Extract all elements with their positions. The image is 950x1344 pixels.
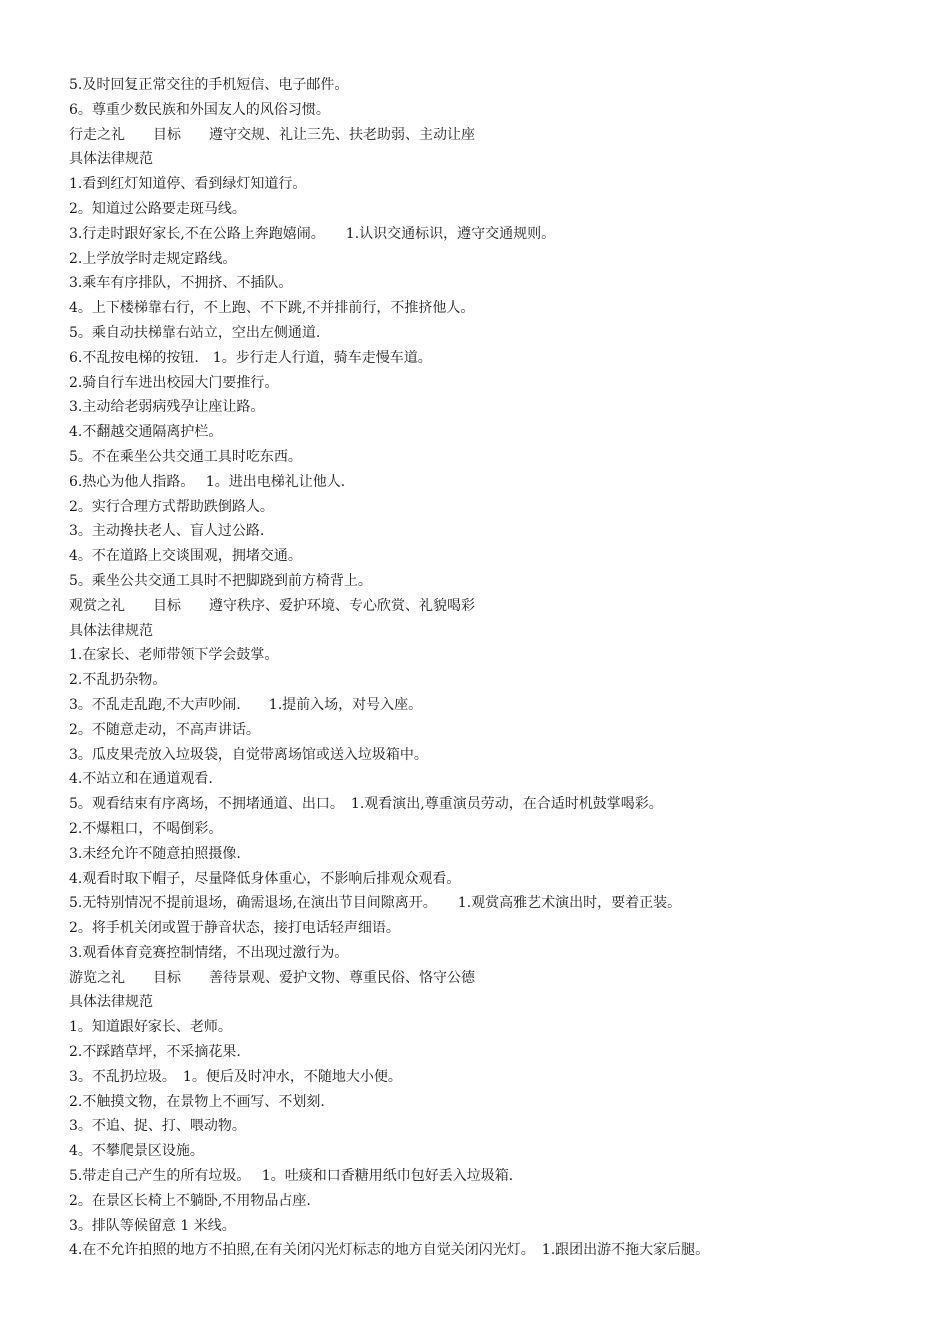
text-line: 2.不乱扔杂物。 xyxy=(69,672,167,689)
text-line: 4。不在道路上交谈围观，拥堵交通。 xyxy=(69,548,302,565)
text-line: 3。主动搀扶老人、盲人过公路. xyxy=(69,523,265,540)
text-line: 具体法律规范 xyxy=(69,151,153,168)
text-line: 2.骑自行车进出校园大门要推行。 xyxy=(69,374,279,391)
text-line: 5。不在乘坐公共交通工具时吃东西。 xyxy=(69,448,302,465)
text-line: 3.乘车有序排队，不拥挤、不插队。 xyxy=(69,275,293,292)
text-line: 4.不站立和在通道观看. xyxy=(69,771,213,788)
text-line: 4.观看时取下帽子，尽量降低身体重心，不影响后排观众观看。 xyxy=(69,870,461,887)
text-line: 3.主动给老弱病残孕让座让路。 xyxy=(69,399,265,416)
text-line: 6.不乱按电梯的按钮. 1。步行走人行道，骑车走慢车道。 xyxy=(69,349,432,366)
text-line: 6。尊重少数民族和外国友人的风俗习惯。 xyxy=(69,101,330,118)
text-line: 2。知道过公路要走斑马线。 xyxy=(69,200,246,217)
text-line: 5.带走自己产生的所有垃圾。 1。吐痰和口香糖用纸巾包好丢入垃圾箱. xyxy=(69,1168,514,1185)
text-line: 6.热心为他人指路。 1。进出电梯礼让他人. xyxy=(69,473,346,490)
text-line: 观赏之礼 目标 遵守秩序、爱护环境、专心欣赏、礼貌喝彩 xyxy=(69,597,475,614)
text-line: 3.未经允许不随意拍照摄像. xyxy=(69,845,241,862)
text-line: 3。瓜皮果壳放入垃圾袋，自觉带离场馆或送入垃圾箱中。 xyxy=(69,746,428,763)
text-line: 具体法律规范 xyxy=(69,622,153,639)
text-line: 3。不追、捉、打、喂动物。 xyxy=(69,1118,246,1135)
text-line: 2。将手机关闭或置于静音状态，接打电话轻声细语。 xyxy=(69,920,400,937)
text-line: 4。上下楼梯靠右行，不上跑、不下跳,不并排前行，不推挤他人。 xyxy=(69,300,475,317)
text-line: 3.行走时跟好家长,不在公路上奔跑嬉闹。 1.认识交通标识，遵守交通规则。 xyxy=(69,225,556,242)
text-line: 1.看到红灯知道停、看到绿灯知道行。 xyxy=(69,176,307,193)
text-line: 3。排队等候留意 1 米线。 xyxy=(69,1217,236,1234)
text-line: 4.不翻越交通隔离护栏。 xyxy=(69,424,223,441)
text-line: 3。不乱走乱跑,不大声吵闹. 1.提前入场，对号入座。 xyxy=(69,696,423,713)
text-line: 2.不触摸文物，在景物上不画写、不划刻. xyxy=(69,1093,325,1110)
text-line: 具体法律规范 xyxy=(69,994,153,1011)
text-line: 1.在家长、老师带领下学会鼓掌。 xyxy=(69,647,279,664)
text-line: 1。知道跟好家长、老师。 xyxy=(69,1019,232,1036)
text-line: 5.及时回复正常交往的手机短信、电子邮件。 xyxy=(69,77,349,93)
text-line: 5。乘自动扶梯靠右站立，空出左侧通道. xyxy=(69,324,321,341)
text-line: 5。观看结束有序离场，不拥堵通道、出口。 1.观看演出,尊重演员劳动，在合适时机鼓掌喝彩。 xyxy=(69,796,663,813)
text-line: 游览之礼 目标 善待景观、爱护文物、尊重民俗、恪守公德 xyxy=(69,969,475,986)
text-line: 2。不随意走动，不高声讲话。 xyxy=(69,721,260,738)
text-line: 2。在景区长椅上不躺卧,不用物品占座. xyxy=(69,1192,311,1209)
text-line: 3.观看体育竞赛控制情绪，不出现过激行为。 xyxy=(69,944,349,961)
text-line: 行走之礼 目标 遵守交规、礼让三先、扶老助弱、主动让座 xyxy=(69,126,475,143)
text-line: 5。乘坐公共交通工具时不把脚跷到前方椅背上。 xyxy=(69,572,372,589)
text-line: 5.无特别情况不提前退场，确需退场,在演出节目间隙离开。 1.观赏高雅艺术演出时，要着正装。 xyxy=(69,895,682,912)
document-body xyxy=(69,73,929,1263)
text-line: 2。实行合理方式帮助跌倒路人。 xyxy=(69,498,274,515)
text-line: 3。不乱扔垃圾。 1。便后及时冲水，不随地大小便。 xyxy=(69,1068,402,1085)
text-line: 2.不踩踏草坪，不采摘花果. xyxy=(69,1044,241,1061)
text-line: 4.在不允许拍照的地方不拍照,在有关闭闪光灯标志的地方自觉关闭闪光灯。 1.跟团出游不拖大家后腿。 xyxy=(69,1242,710,1259)
text-line: 2.上学放学时走规定路线。 xyxy=(69,250,237,267)
text-line: 4。不攀爬景区设施。 xyxy=(69,1143,204,1160)
text-line: 2.不爆粗口，不喝倒彩。 xyxy=(69,820,223,837)
